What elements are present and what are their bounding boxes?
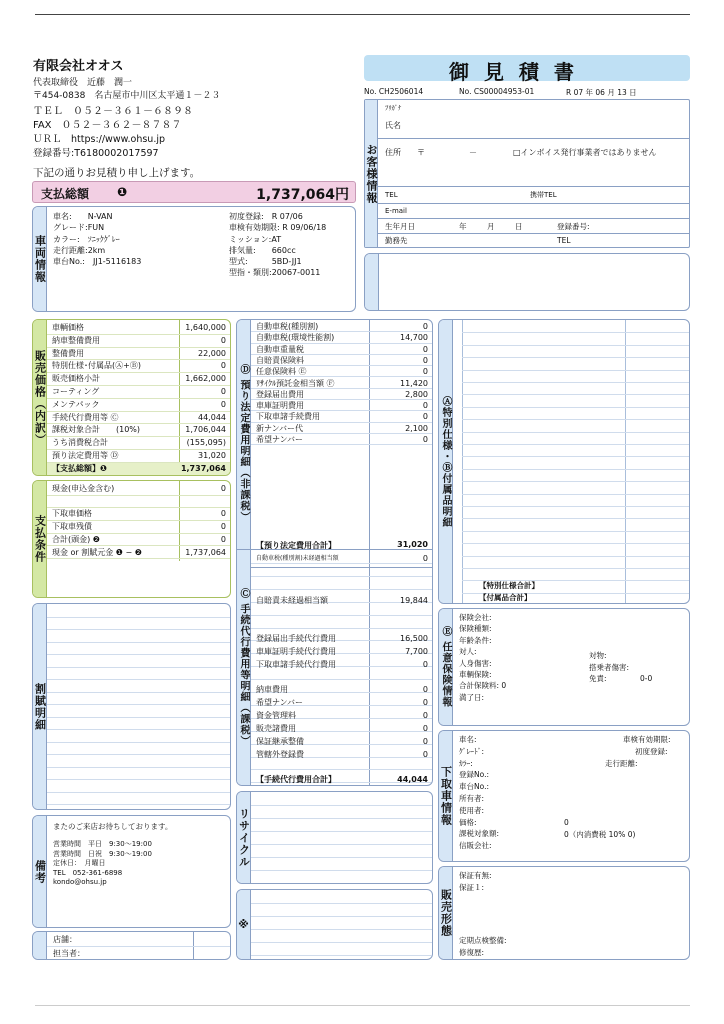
sales-row [47,463,230,476]
sales-row-value: 0 [220,335,226,345]
payment-row [47,496,230,509]
sales-row-value: 1,706,044 [185,425,226,435]
installment-line [47,729,230,730]
total-payment-box [32,181,356,203]
option-line [462,394,689,395]
vehicle-mileage: 走行距離:2km [53,245,106,255]
sales-row [47,322,230,335]
sales-row-value: 1,662,000 [185,374,226,384]
installment-line [47,654,230,655]
sales-row-label: コーティング [52,387,100,396]
sales-row [47,424,230,437]
legal-fee-row-label: 自動車重量税 [256,344,304,354]
procedure-fee-label: 管轄外登録費 [256,750,304,759]
options-title: Ⓐ特別仕様・Ⓑ付属品明細 [439,320,453,603]
memo-box [32,815,231,928]
insurance-box [438,608,690,726]
legal-fees-box [236,319,433,568]
recycle-line [251,870,432,871]
note-line [251,916,432,917]
mobile-label: 携帯TEL [530,191,557,199]
insurance-lines [459,612,506,703]
vehicle-inspection: 車検有効期限: R 09/06/18 [229,223,327,233]
procedure-fees-box [236,549,433,786]
sales-row [47,386,230,399]
insurance-type: 保険種類: [459,624,492,634]
vehicle-first-reg: 初度登録: R 07/06 [229,212,303,221]
installment-line [47,704,230,705]
tradein-chassis: 車台No.: [459,782,489,792]
installment-line [47,692,230,693]
procedure-fee-label: 自賠責未経過相当額 [256,596,328,605]
procedure-fee-value: 16,500 [400,634,428,643]
procedure-total-row [251,774,432,785]
tradein-title: 下取車情報 [439,731,453,861]
option-line [462,543,689,544]
recycle-line [251,818,432,819]
name-label: 氏名 [385,121,401,130]
legal-fee-row-value: 2,800 [405,389,428,399]
option-line [462,568,689,569]
sales-row [47,335,230,348]
option-line [462,407,689,408]
birth-month: 月 [487,222,495,231]
store-hours-holiday: 営業時間 日祝 9:30〜19:00 [53,849,152,858]
procedure-fee-row [251,710,432,721]
sales-row-label: メンテパック [52,399,100,409]
tradein-name: 車名: [459,735,477,744]
procedure-fee-label: 登録届出手続代行費用 [256,634,336,643]
procedure-fee-label: 希望ナンバー [256,698,304,707]
sales-row [47,437,230,450]
company-rep: 代表取締役 近藤 潤一 [33,78,133,88]
invoice-checkbox[interactable]: □インボイス発行事業者ではありません [513,148,657,157]
legal-fee-row [251,355,432,366]
tradein-credit: 信販会社: [459,841,492,851]
vehicle-right-col [229,211,326,279]
procedure-fee-row [251,595,432,606]
procedure-fee-value: 0 [422,554,428,563]
legal-fee-row-value: 0 [422,412,428,422]
option-line [462,456,689,457]
store-closed-day: 定休日： 月曜日 [53,859,106,868]
sales-row-label: 【支払総額】❶ [52,463,107,473]
installment-line [47,767,230,768]
tel-label: TEL [385,191,398,199]
procedure-fee-value: 19,844 [400,596,428,605]
procedure-fee-row [251,684,432,695]
work-tel-label: TEL [557,236,571,245]
insurance-title: Ⓔ 任意保険情報 [439,609,453,725]
legal-fee-row [251,366,432,377]
insurance-total-text: 合計保険料: [459,681,500,691]
procedure-fee-value: 0 [422,660,428,669]
memo-title: 備考 [33,816,47,927]
legal-fee-row [251,400,432,411]
insurance-passenger: 搭乗者傷害: [589,663,630,672]
vehicle-left-col [53,211,141,267]
sales-row-value: 44,044 [198,412,226,422]
installment-line [47,792,230,793]
legal-fee-row-label: 新ナンバー代 [256,423,304,433]
option-line [462,444,689,445]
procedure-fee-label: 保証継承整備 [256,737,304,746]
furigana-label: ﾌﾘｶﾞﾅ [385,104,402,112]
address-label: 住所 〒 [385,148,425,157]
legal-fee-row-value: 0 [422,435,428,444]
legal-fee-row-value: 0 [422,344,428,354]
payment-row-value: 0 [220,522,226,532]
legal-fee-row-value: 11,420 [400,378,428,388]
payment-row-label: 下取車価格 [52,509,92,519]
legal-fee-row-label: 希望ナンバー [256,435,304,444]
option-line [462,518,689,519]
intro-text: 下記の通りお見積り申し上げます。 [33,167,201,179]
sales-row [47,450,230,463]
recycle-title: リサイクル [237,792,251,883]
installment-line [47,717,230,718]
company-address: 〒454-0838 名古屋市中川区太平通１－２３ [33,91,221,101]
procedure-fee-value: 0 [422,711,428,720]
warranty-label: 保証有無: [459,871,492,880]
shop-staff-box [32,931,231,960]
legal-total-label: 【預り法定費用合計】 [256,541,336,550]
option-line [462,370,689,371]
procedure-fee-value: 7,700 [405,647,428,656]
sales-row [47,412,230,425]
birth-year: 年 [459,222,467,231]
sales-row [47,360,230,373]
legal-fee-row [251,321,432,332]
option-line [462,531,689,532]
sales-row-label: 預り法定費用等 Ⓓ [52,451,119,460]
recycle-box [236,791,433,884]
vehicle-name: 車名: N-VAN [53,212,113,221]
total-payment-value: 1,737,064円 [256,187,349,203]
legal-fee-row [251,378,432,389]
installment-line [47,617,230,618]
installment-box [32,603,231,810]
note-box [236,889,433,960]
sales-row-label: 課税対象合計 (10%) [52,425,141,435]
payment-row-value: 0 [220,509,226,519]
sales-breakdown-title: 販売価格（内訳） [33,320,47,475]
payment-row [47,534,230,547]
procedure-total-label: 【手続代行費用合計】 [256,775,336,784]
legal-fee-row [251,389,432,400]
note-line [251,903,432,904]
company-reg-no: 登録番号:T6180002017597 [33,148,159,159]
legal-fee-row-value: 14,700 [400,333,428,343]
tradein-box [438,730,690,862]
procedure-fee-row [251,736,432,747]
procedure-fee-row [251,697,432,708]
quote-title: 御 見 積 書 [449,60,578,84]
insurance-expiry: 満了日: [459,692,485,702]
payment-row [47,483,230,496]
sales-row-label: 納車整備費用 [52,335,100,345]
insurance-deductible-value: 0-0 [640,674,653,683]
insurance-company: 保険会社: [459,613,492,622]
customer-info-box [364,99,690,248]
tradein-grade: ｸﾞﾚｰﾄﾞ: [459,746,485,756]
legal-fees-title: Ⓓ 預り法定費用明細（非課税） [237,320,251,567]
company-name: 有限会社オオス [33,59,124,74]
procedure-fee-value: 0 [422,685,428,694]
sales-row-value: 31,020 [198,451,226,460]
insurance-total-value: 0 [501,681,507,691]
sales-row-value: 0 [220,387,226,396]
procedure-fee-value: 0 [422,737,428,746]
vehicle-info-box [32,206,356,312]
option-line [462,432,689,433]
address-dash: － [469,148,477,157]
procedure-fee-value: 0 [422,698,428,707]
staff-label: 担当者： [53,949,85,958]
payment-row-value: 0 [220,534,226,544]
payment-box [32,480,231,598]
legal-fee-row-label: 自動車税(環境性能割) [256,333,335,343]
procedure-fee-row [251,553,432,564]
note-title: ※ [237,890,251,959]
insurance-injury: 人身傷害: [459,658,492,668]
procedure-fee-row [251,633,432,644]
recycle-line [251,805,432,806]
sales-row-value: 1,640,000 [185,323,226,332]
procedure-fee-row [251,749,432,760]
recycle-line [251,844,432,845]
legal-fee-row [251,411,432,422]
repair-history-label: 修復歴: [459,948,485,957]
options-box [438,319,690,604]
option-line [462,345,689,346]
legal-fee-row-value: 0 [422,322,428,331]
legal-fee-row [251,344,432,355]
store-info [53,822,172,887]
vehicle-displacement: 排気量: 660cc [229,245,296,255]
insurance-person: 対人: [459,647,477,657]
sales-form-box [438,866,690,960]
sales-row-value: 1,737,064 [180,463,226,473]
procedure-fee-label: 車庫証明手続代行費用 [256,647,336,656]
email-label: E-mail [385,207,407,215]
legal-fee-row-value: 0 [422,401,428,411]
periodic-inspection-label: 定期点検整備: [459,936,507,945]
insurance-deductible: 免責: [589,674,607,683]
vehicle-type: 型指・類別:20067-0011 [229,268,321,278]
company-fax: FAX ０５２－３６２－８７８７ [33,120,182,131]
company-url: ＵＲＬ https://www.ohsu.jp [33,134,166,145]
procedure-fee-value: 0 [422,750,428,759]
sales-row-value: 22,000 [198,348,226,358]
quote-title-banner [364,55,690,84]
quote-date: R 07 年 06 月 13 日 [566,88,637,97]
total-payment-mark: ❶ [117,185,128,199]
work-label: 勤務先 [385,236,408,245]
option-line [462,332,689,333]
shop-label: 店舗： [53,935,77,944]
payment-row-value: 0 [220,484,226,493]
store-hours-weekday: 営業時間 平日 9:30〜19:00 [53,840,152,849]
cs-no: No. CS00004953-01 [459,87,535,96]
legal-fee-row [251,434,432,445]
sales-row [47,399,230,412]
legal-fee-row-label: 自賠責保険料 [256,355,304,365]
procedure-fee-row [251,723,432,734]
sales-row-label: 整備費用 [52,348,84,358]
tradein-owner: 所有者: [459,793,485,803]
procedure-fee-label: 販売諸費用 [256,724,296,733]
vehicle-transmission: ミッション:AT [229,234,282,244]
customer-info-title: お客様情報 [365,100,378,247]
store-tel: TEL 052-361-6898 [53,868,123,877]
sales-row [47,348,230,361]
bottom-divider [35,1005,690,1006]
tradein-lines [459,734,499,852]
vehicle-info-title: 車両情報 [33,207,47,311]
option-line [462,382,689,383]
procedure-fee-row [251,646,432,657]
sales-row-value: (155,095) [186,438,226,448]
procedure-fee-value: 0 [422,724,428,733]
legal-fee-row [251,423,432,434]
insurance-age: 年齢条件: [459,635,492,645]
payment-row-label: 現金 or 割賦元金 ❶ − ❷ [52,547,142,557]
tradein-taxable-value: 0（内消費税 10% 0) [564,830,636,839]
option-line [462,556,689,557]
legal-total-value: 31,020 [397,540,428,549]
option-line [462,481,689,482]
legal-fee-row-label: 車庫証明費用 [256,401,304,411]
legal-fee-row-label: 任意保険料 Ⓔ [256,367,307,377]
recycle-line [251,857,432,858]
note-line [251,929,432,930]
tradein-color: ｶﾗｰ: [459,758,473,768]
vehicle-model: 型式: 5BD-JJ1 [229,257,302,267]
store-line-1: またのご来店お待ちしております。 [53,822,173,831]
total-payment-label: 支払総額 [41,187,90,201]
sales-row-label: 手続代行費用等 Ⓒ [52,412,119,422]
legal-fee-row-label: 登録届出費用 [256,389,304,399]
procedure-total-value: 44,044 [397,775,428,784]
payment-row [47,521,230,534]
top-divider [35,14,690,15]
procedure-fee-label: 自動車税(種別割)未経過相当額 [256,555,339,562]
option-line [462,357,689,358]
blank-info-box [364,253,690,311]
procedure-fee-label: 納車費用 [256,685,288,694]
insurance-property: 対物: [589,651,607,660]
sales-row-label: 車輌価格 [52,323,84,332]
note-line [251,942,432,943]
legal-fee-row-value: 0 [422,355,428,365]
tradein-inspection: 車検有効期限: [623,735,671,744]
procedure-fees-title: Ⓒ 手続代行費用等明細（課税） [237,550,251,785]
birth-label: 生年月日 [385,222,415,231]
tradein-price: 価格: [459,817,477,827]
tradein-reg-no: 登録No.: [459,770,489,780]
sales-row [47,373,230,386]
company-tel: ＴＥＬ ０５２－３６１－６８９８ [33,106,193,117]
legal-fee-row [251,332,432,343]
insurance-vehicle: 車輌保険: [459,670,492,680]
installment-line [47,679,230,680]
procedure-fee-label: 資金管理料 [256,711,296,720]
sales-row-value: 0 [220,361,226,371]
legal-fee-row-value: 0 [422,367,428,377]
sales-breakdown-box [32,319,231,476]
payment-title: 支払条件 [33,481,47,597]
payment-row-label: 下取車残債 [52,522,92,532]
installment-line [47,642,230,643]
legal-fee-row-label: ﾘｻｲｸﾙ預託金相当額 Ⓕ [256,378,335,388]
option-line [462,419,689,420]
tradein-price-value: 0 [564,818,569,827]
warranty-1-label: 保証１: [459,883,485,892]
option-line [462,469,689,470]
installment-line [47,667,230,668]
sales-row-label: 販売価格小計 [52,374,100,384]
payment-row [47,547,230,560]
payment-row-value: 1,737,064 [185,547,226,557]
installment-line [47,804,230,805]
accessory-total: 【付属品合計】 [479,593,532,602]
procedure-fee-row [251,659,432,670]
note-line [251,955,432,956]
option-line [462,506,689,507]
vehicle-grade: グレード:FUN [53,223,105,233]
payment-row-label: 合計(頭金) ❷ [52,534,100,544]
installment-line [47,742,230,743]
doc-no: No. CH2506014 [364,87,424,96]
sales-form-title: 販売形態 [439,867,453,959]
tradein-first-reg: 初度登録: [635,747,668,756]
legal-fee-row-label: 下取車諸手続費用 [256,412,320,422]
recycle-line [251,831,432,832]
sales-row-label: 特別仕様･付属品(Ⓐ+Ⓑ) [52,361,141,371]
payment-row-label: 現金(申込金含む) [52,484,115,493]
reg-no-label: 登録番号: [557,222,590,231]
installment-line [47,779,230,780]
payment-row [47,508,230,521]
legal-fee-row-value: 2,100 [405,423,428,433]
store-email: kondo@ohsu.jp [53,878,107,887]
insurance-total-label [459,680,506,691]
vehicle-color: カラー: ｿﾆｯｸｸﾞﾚｰ [53,234,120,244]
tradein-user: 使用者: [459,805,485,815]
vehicle-chassis: 車台No.: JJ1-5116183 [53,257,142,267]
birth-day: 日 [515,222,523,231]
sales-row-value: 0 [220,399,226,409]
special-spec-total: 【特別仕様合計】 [479,581,539,590]
tradein-taxable: 課税対象額: [459,829,500,839]
tradein-mileage: 走行距離: [605,759,638,768]
option-line [462,494,689,495]
sales-row-label: うち消費税合計 [52,438,108,448]
installment-title: 割賦明細 [33,604,47,809]
procedure-fee-label: 下取車諸手続代行費用 [256,660,336,669]
installment-line [47,754,230,755]
installment-line [47,629,230,630]
legal-fee-row-label: 自動車税(種別割) [256,322,319,331]
